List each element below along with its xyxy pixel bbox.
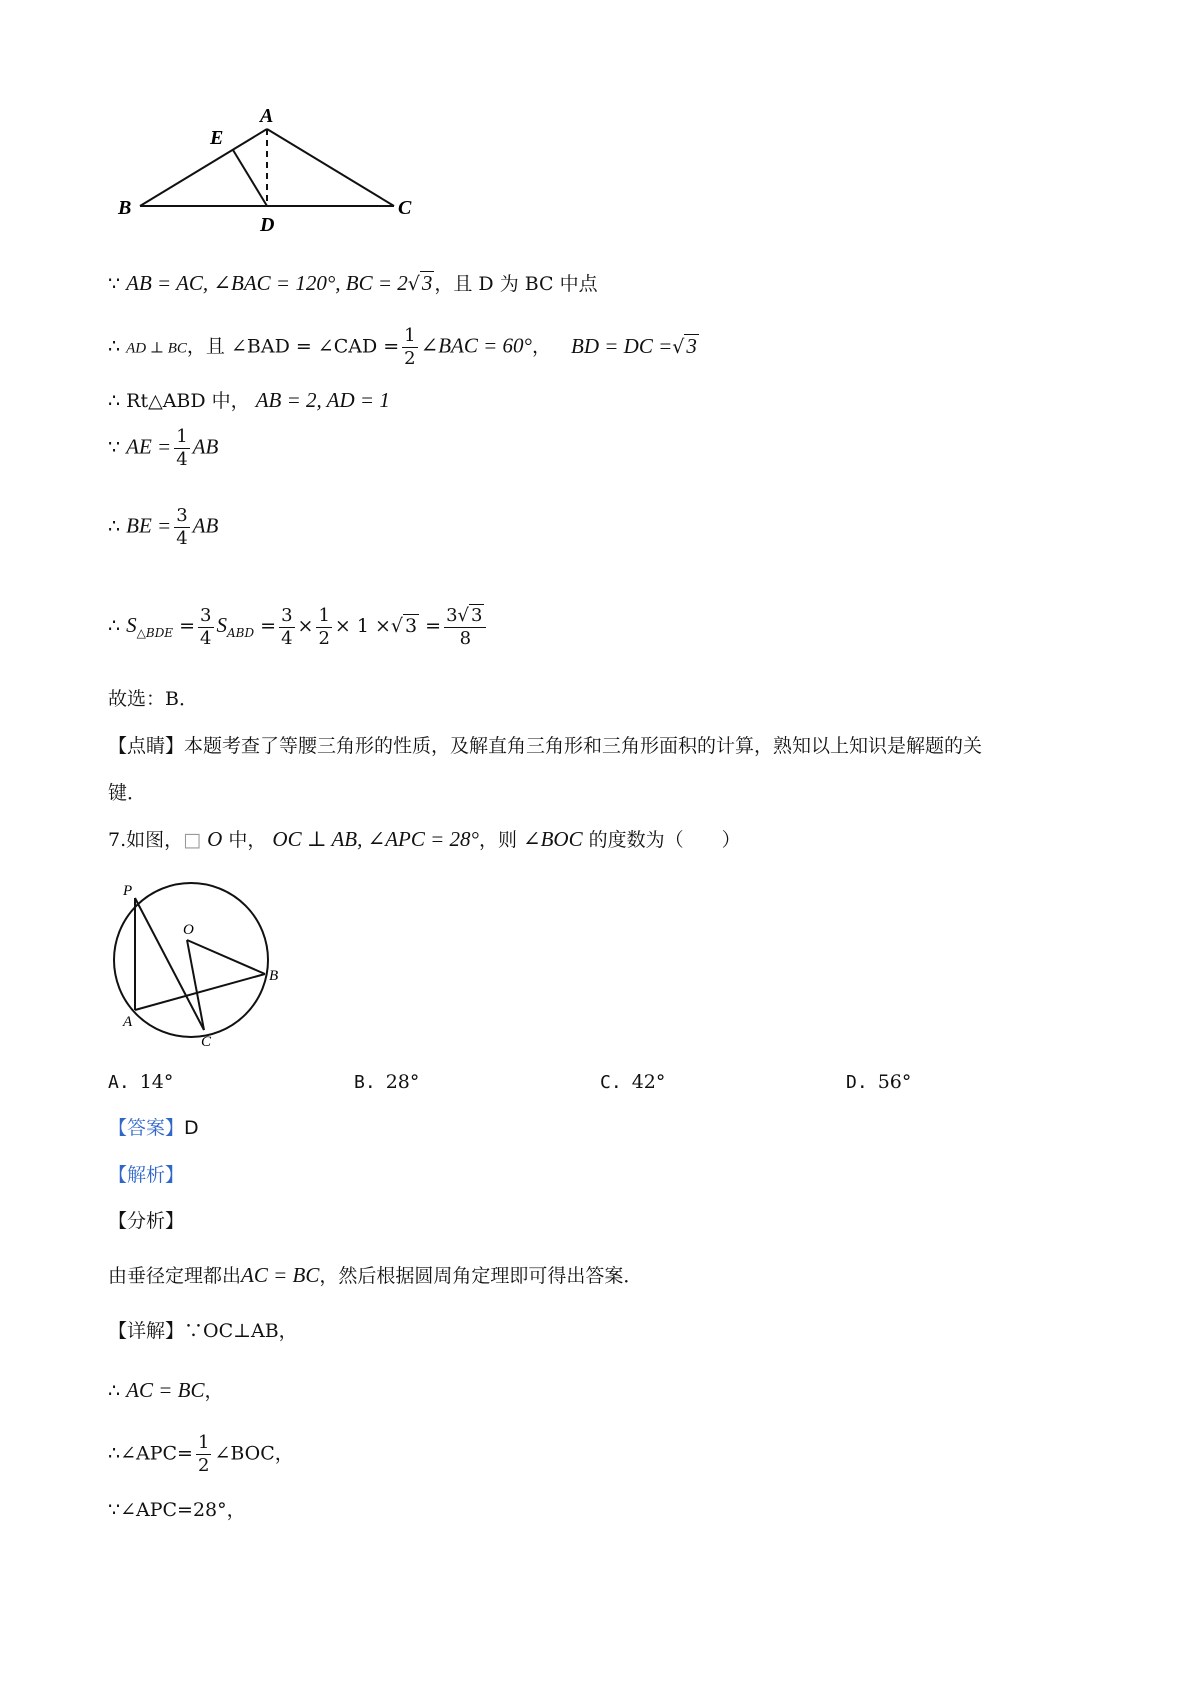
math-expr: AC = BC xyxy=(241,1263,320,1287)
text: Rt△ABD 中， xyxy=(126,390,250,412)
therefore-symbol: ∴ xyxy=(108,335,121,358)
answer-tag: 【答案】 xyxy=(108,1117,185,1139)
label-d: D xyxy=(260,214,275,236)
fraction: $\frac{1}{2}$ xyxy=(404,325,416,369)
fenxi-text: 由垂径定理都出AC = BC，然后根据圆周角定理即可得出答案． xyxy=(108,1263,643,1287)
because-symbol: ∵ xyxy=(108,273,121,295)
fraction: $\frac{3}{4}$ xyxy=(176,505,188,549)
answer-value: D xyxy=(184,1117,199,1139)
detail-line-4: ∵∠APC=28°， xyxy=(108,1499,246,1521)
option-a[interactable]: A. 14° xyxy=(108,1071,174,1093)
fraction: $\frac{1}{4}$ xyxy=(176,426,188,470)
math-expr: AB xyxy=(192,434,219,459)
math-expr: ，且 ∠BAD = ∠CAD = xyxy=(186,335,400,358)
option-c[interactable]: C. 42° xyxy=(600,1071,666,1093)
proof-line-3 xyxy=(108,385,390,416)
proof-line-5 xyxy=(108,505,218,550)
therefore-symbol: ∴ xyxy=(108,390,121,412)
fenxi-tag: 【分析】 xyxy=(108,1210,185,1232)
math-expr: AB = AC, ∠BAC = 120°, BC = 2 xyxy=(126,271,408,295)
proof-line-4 xyxy=(108,426,218,471)
detail-line-3: ∴∠APC= $\frac{1}{2}$ ∠BOC， xyxy=(108,1432,294,1476)
choose-line: 故选：B． xyxy=(108,688,198,710)
area-symbol: S xyxy=(126,613,137,637)
comment-line-2: 键． xyxy=(108,782,147,804)
label-b: B xyxy=(269,968,279,984)
option-d[interactable]: D. 56° xyxy=(846,1071,912,1093)
math-expr: AB xyxy=(192,513,219,538)
label-p: P xyxy=(123,883,133,899)
math-expr: AB = 2, AD = 1 xyxy=(255,388,390,412)
because-symbol: ∵ xyxy=(108,436,121,459)
label-e: E xyxy=(210,127,224,149)
math-expr: ∠BAC = 60° xyxy=(420,333,532,358)
answer-line xyxy=(108,1113,199,1143)
detail-line-2: ∴ AC = BC， xyxy=(108,1378,224,1402)
comment-line-1: 【点睛】本题考查了等腰三角形的性质，及解直角三角形和三角形面积的计算，熟知以上知识是解题的关 xyxy=(108,735,983,757)
text: ，且 D 为 BC 中点 xyxy=(434,273,598,295)
label-o: O xyxy=(183,922,194,938)
analysis-tag: 【解析】 xyxy=(108,1164,185,1186)
proof-line-2: ∴ AD ⊥ BC，且 ∠BAD = ∠CAD = $\frac{1}{2}$ ∠BAC = 60°， BD = DC =√3 xyxy=(108,325,697,369)
fraction: $\frac{1}{2}$ xyxy=(197,1432,210,1476)
sqrt: √ 3 xyxy=(390,615,418,637)
sqrt: √3 xyxy=(672,333,697,358)
option-b[interactable]: B. 28° xyxy=(354,1071,420,1093)
circle-placeholder-icon: □ xyxy=(183,829,202,851)
math-expr: ∠BOC xyxy=(523,827,583,851)
label-b: B xyxy=(118,197,132,219)
math-expr: BD = DC = xyxy=(571,333,673,358)
therefore-symbol: ∴ xyxy=(108,515,121,538)
circle-figure xyxy=(105,870,305,1050)
math-expr: OC ⊥ AB, ∠APC = 28° xyxy=(272,827,479,851)
proof-line-1 xyxy=(108,268,598,299)
triangle-figure xyxy=(110,100,420,240)
fraction: $\frac{3}{4}$ xyxy=(281,604,293,649)
sqrt: √3 xyxy=(407,271,433,295)
label-c: C xyxy=(398,197,412,219)
proof-line-6: ∴ $S_{\triangle BDE}$ = $\frac{3}{4}$ $S_{ABD}$ = $\frac{3}{4}$ × $\frac{1}{2}$ × 1 ×√ 3 = $\frac{3√ 3}{8}$ xyxy=(108,604,489,650)
fraction: $\frac{3√ 3}{8}$ xyxy=(444,604,486,650)
fraction: $\frac{3}{4}$ xyxy=(200,604,212,649)
label-c: C xyxy=(201,1034,212,1050)
math-expr: BE = xyxy=(126,513,172,538)
label-a: A xyxy=(123,1014,133,1030)
math-expr: AE = xyxy=(126,434,172,459)
math-expr: AC = BC xyxy=(126,1378,205,1402)
detail-line-1: 【详解】∵OC⊥AB， xyxy=(108,1320,298,1342)
fraction: $\frac{1}{2}$ xyxy=(318,604,330,649)
therefore-symbol: ∴ xyxy=(108,615,121,637)
question-7-stem: 7.如图，□ O 中， OC ⊥ AB, ∠APC = 28°，则 ∠BOC 的度数为（ ） xyxy=(108,827,741,851)
label-a: A xyxy=(260,105,274,127)
math-expr: AD ⊥ BC xyxy=(126,340,187,357)
